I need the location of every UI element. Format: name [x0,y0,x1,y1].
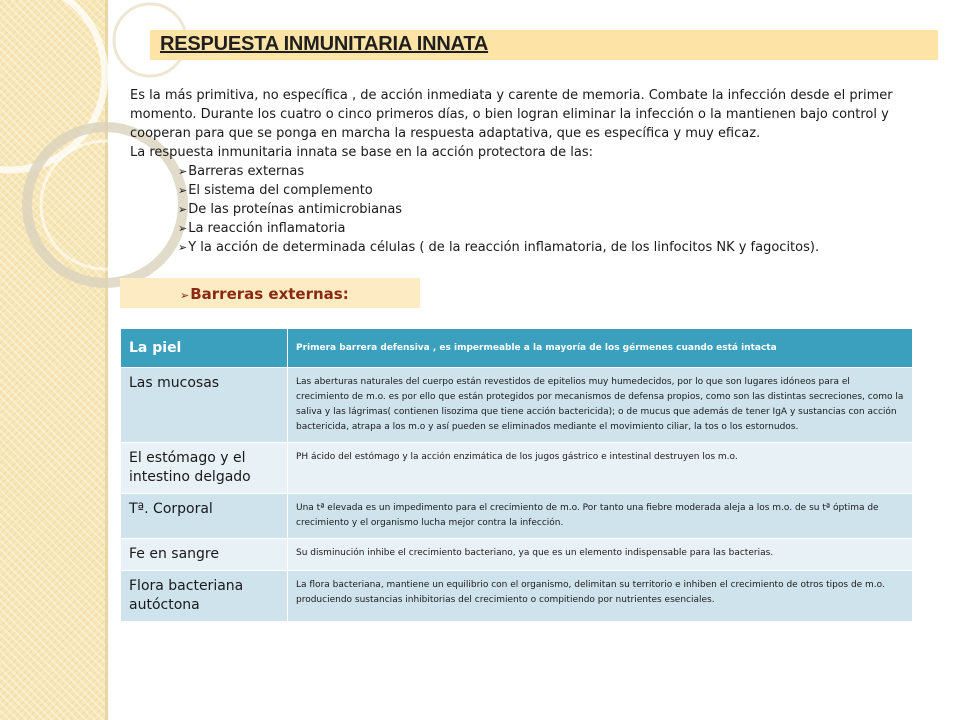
table-cell-text: Primera barrera defensiva , es impermeable a la mayoría de los gérmenes cuando está intacta [288,329,913,368]
intro-paragraph: Es la más primitiva, no específica , de acción inmediata y carente de memoria. Combate la infección desde el primer momento. Durante los cuatro o cinco primeros días, o bien logran eliminar la infección o la mantienen bajo control y cooperan para que se ponga en marcha la respuesta adaptativa, que es específica y muy eficaz. [130,88,893,141]
list-item [178,238,898,257]
list-item-text: Barreras externas [188,164,305,179]
table-cell-text: Las aberturas naturales del cuerpo están revestidos de epitelios muy humedecidos, por lo que son lugares idóneos para el crecimiento de m.o. es por ello que están protegidos por mecanismos de defensa propios, como son las distintas secreciones, como la saliva y las lágrimas( contienen lisozima que tiene acción bactericida); o de mucus que además de tener IgA y sustancias con acción bactericida, atrapa a los m.o y así pueden se eliminados mediante el movimiento ciliar, la tos o los estornudos. [288,368,913,443]
table-row [121,368,913,443]
intro-lead-line: La respuesta inmunitaria innata se base en la acción protectora de las: [130,145,594,160]
table-cell-label: La piel [121,329,288,368]
table-row [121,329,913,368]
table-cell-label: Fe en sangre [121,539,288,571]
list-item [178,219,898,238]
table-cell-text: Una tª elevada es un impedimento para el crecimiento de m.o. Por tanto una fiebre moderada aleja a los m.o. de su tª óptima de crecimiento y el organismo lucha mejor contra la infección. [288,494,913,539]
table-cell-label: Las mucosas [121,368,288,443]
list-item-text: De las proteínas antimicrobianas [188,202,403,217]
list-item [178,200,898,219]
barriers-table [120,328,913,622]
arrow-bullet-icon: ➢ [180,289,190,302]
list-item [178,181,898,200]
list-item-text: El sistema del complemento [188,183,373,198]
section-heading [180,285,349,303]
table-cell-text: La flora bacteriana, mantiene un equilibrio con el organismo, delimitan su territorio e inhiben el crecimiento de otros tipos de m.o. produciendo sustancias inhibitorias del crecimiento o compitiendo por nutrientes esenciales. [288,571,913,622]
defense-list [178,162,898,257]
page-title: RESPUESTA INMUNITARIA INNATA [160,33,489,55]
arrow-bullet-icon: ➢ [178,241,188,254]
table-row [121,443,913,494]
table-cell-text: PH ácido del estómago y la acción enzimática de los jugos gástrico e intestinal destruyen los m.o. [288,443,913,494]
table-cell-label: El estómago y el intestino delgado [121,443,288,494]
intro-text [130,86,910,162]
list-item-text: Y la acción de determinada células ( de la reacción inflamatoria, de los linfocitos NK y fagocitos). [188,240,820,255]
table-cell-label: Flora bacteriana autóctona [121,571,288,622]
list-item-text: La reacción inflamatoria [188,221,346,236]
table-cell-label: Tª. Corporal [121,494,288,539]
arrow-bullet-icon: ➢ [178,184,188,197]
table-row [121,494,913,539]
section-heading-text: Barreras externas: [190,285,349,303]
table-row [121,571,913,622]
table-cell-text: Su disminución inhibe el crecimiento bacteriano, ya que es un elemento indispensable para las bacterias. [288,539,913,571]
arrow-bullet-icon: ➢ [178,222,188,235]
list-item [178,162,898,181]
table-row [121,539,913,571]
arrow-bullet-icon: ➢ [178,165,188,178]
arrow-bullet-icon: ➢ [178,203,188,216]
